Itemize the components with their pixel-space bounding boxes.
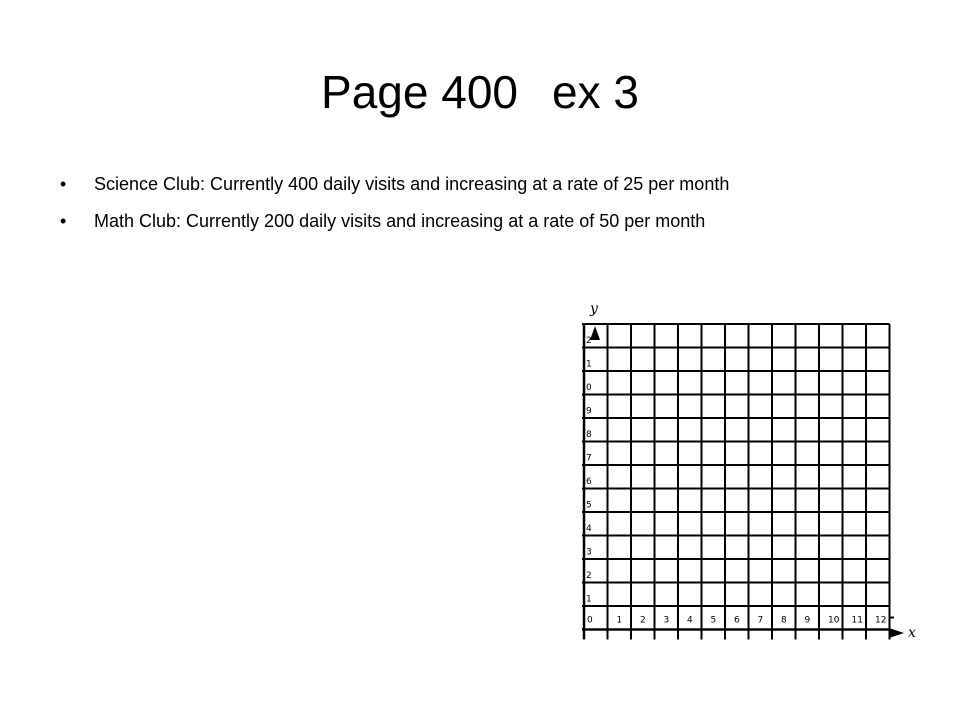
x-tick-label: 10 — [828, 615, 840, 626]
y-tick-label: 3 — [586, 547, 592, 558]
x-tick-label: 0 — [587, 615, 593, 626]
bullet-marker: • — [60, 211, 67, 231]
bullet-text: Science Club: Currently 400 daily visits and increasing at a rate of 25 per month — [94, 174, 730, 194]
x-tick-label: 3 — [663, 615, 670, 626]
bullet-list — [60, 172, 729, 246]
y-tick-labels — [586, 336, 592, 605]
grid-svg — [576, 298, 926, 654]
x-tick-label: 2 — [640, 615, 646, 626]
x-tick-label: 9 — [804, 615, 811, 626]
bullet-science-club — [60, 172, 729, 196]
y-tick-label: 8 — [586, 430, 592, 440]
x-tick-label: 12 — [875, 615, 887, 626]
y-tick-label: 1 — [586, 594, 592, 605]
y-axis-label: y — [590, 301, 598, 317]
x-tick-label: 8 — [781, 615, 787, 626]
y-tick-label: 0 — [586, 383, 592, 393]
axis-arrows — [590, 326, 904, 638]
x-tick-label: 6 — [734, 615, 740, 626]
title-page: Page 400 — [321, 66, 518, 118]
bullet-marker: • — [60, 174, 67, 194]
title-exercise: ex 3 — [552, 66, 639, 118]
y-tick-label: 6 — [586, 477, 592, 487]
y-tick-label: 1 — [586, 359, 592, 370]
slide-title — [0, 62, 960, 122]
x-tick-label: 5 — [710, 615, 717, 626]
y-tick-label: 2 — [586, 571, 592, 581]
bullet-text: Math Club: Currently 200 daily visits and increasing at a rate of 50 per month — [94, 211, 706, 231]
x-tick-label: 1 — [616, 615, 623, 626]
x-axis-arrow-icon — [889, 628, 904, 638]
y-tick-label: 7 — [586, 453, 592, 464]
bullet-math-club — [60, 209, 729, 233]
y-tick-label: 4 — [586, 524, 592, 534]
y-tick-label: 2 — [586, 336, 592, 346]
y-tick-label: 5 — [586, 500, 592, 511]
x-tick-label: 7 — [757, 615, 764, 626]
x-tick-label: 4 — [687, 615, 693, 626]
grid-lines — [582, 324, 894, 640]
coordinate-grid — [576, 298, 926, 654]
x-tick-label: 11 — [851, 615, 863, 626]
y-tick-label: 9 — [586, 406, 592, 417]
x-axis-label: x — [908, 625, 916, 641]
